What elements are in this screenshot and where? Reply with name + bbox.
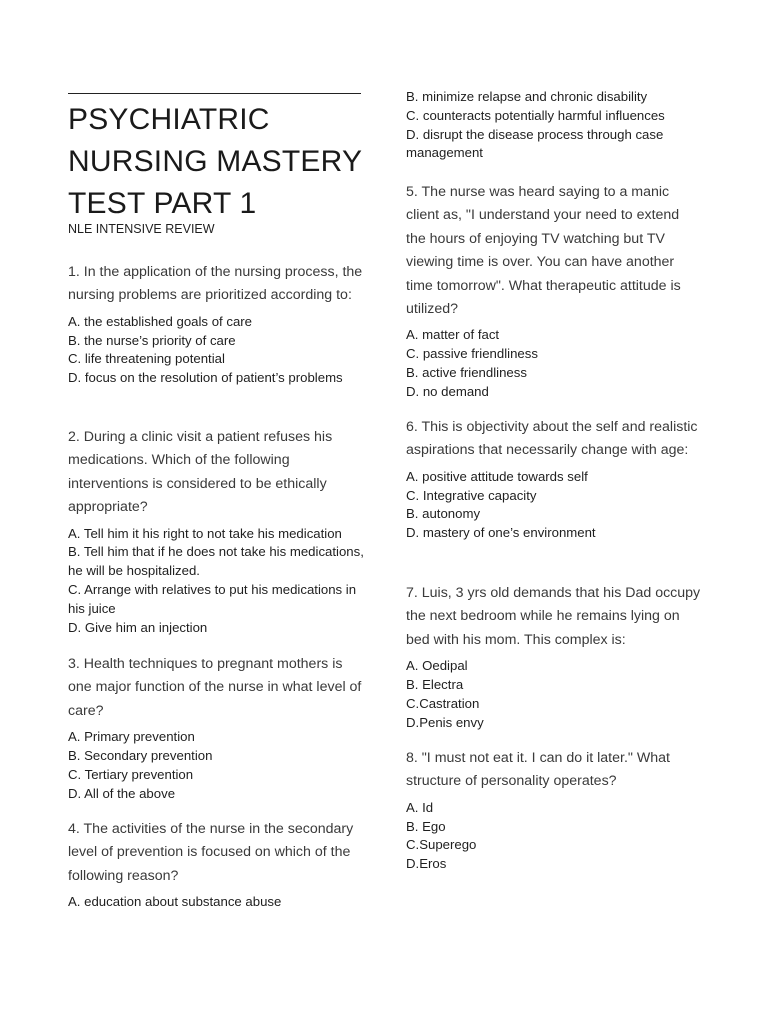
answer-option: A. positive attitude towards self	[406, 468, 588, 484]
question-4	[68, 818, 364, 912]
answer-option: D. disrupt the disease process through case management	[406, 126, 664, 161]
question-stem: 5. The nurse was heard saying to a manic client as, "I understand your need to extend the hours of enjoying TV watching but TV viewing time is over. You can have another time tomorrow". What therapeutic attitude is utilized?	[406, 184, 681, 318]
question-stem: 7. Luis, 3 yrs old demands that his Dad occupy the next bedroom while he remains lying on bed with his mom. This complex is:	[406, 585, 701, 648]
answer-options	[68, 893, 364, 912]
answer-option: B. autonomy	[406, 506, 481, 522]
answer-option: D.Eros	[406, 856, 447, 872]
answer-options	[68, 728, 364, 803]
answer-option: C. Integrative capacity	[406, 487, 537, 503]
answer-option: B. Tell him that if he does not take his medications, he will be hospitalized.	[68, 544, 364, 579]
answer-option: A. the established goals of care	[68, 313, 253, 329]
answer-option: C. Tertiary prevention	[68, 766, 194, 782]
question-1	[68, 261, 364, 388]
question-2	[68, 426, 364, 637]
answer-option: A. matter of fact	[406, 327, 500, 343]
answer-option: A. Tell him it his right to not take his medication	[68, 525, 342, 541]
answer-option: C. counteracts potentially harmful influences	[406, 107, 665, 123]
answer-options	[406, 88, 702, 163]
question-stem: 3. Health techniques to pregnant mothers is one major function of the nurse in what level of care?	[68, 656, 362, 719]
title-line-2: NURSING MASTERY	[68, 145, 363, 178]
question-stem: 1. In the application of the nursing process, the nursing problems are prioritized according to:	[68, 264, 363, 304]
answer-options	[406, 326, 702, 401]
answer-option: A. Primary prevention	[68, 729, 195, 745]
answer-option: B. minimize relapse and chronic disability	[406, 89, 648, 104]
question-stem: 4. The activities of the nurse in the secondary level of prevention is focused on which of the following reason?	[68, 821, 354, 884]
question-stem: 6. This is objectivity about the self and realistic aspirations that necessarily change with age:	[406, 419, 698, 459]
answer-option: B. the nurse’s priority of care	[68, 332, 236, 348]
answer-option: A. Oedipal	[406, 658, 468, 674]
answer-option: B. Secondary prevention	[68, 748, 213, 764]
answer-options	[68, 313, 364, 388]
answer-option: D. Give him an injection	[68, 619, 208, 635]
question-4-continued	[406, 88, 702, 163]
answer-option: C. passive friendliness	[406, 346, 538, 362]
title-line-3: TEST PART 1	[68, 187, 257, 220]
document-subtitle: NLE INTENSIVE REVIEW	[68, 222, 215, 236]
title-divider	[68, 93, 361, 94]
answer-options	[68, 525, 364, 638]
question-5	[406, 181, 702, 402]
answer-option: C. life threatening potential	[68, 351, 225, 367]
answer-option: D. focus on the resolution of patient’s problems	[68, 370, 343, 386]
answer-option: A. education about substance abuse	[68, 894, 282, 910]
question-8	[406, 747, 702, 874]
answer-option: D. All of the above	[68, 785, 176, 801]
answer-options	[406, 657, 702, 732]
answer-option: B. Electra	[406, 677, 464, 693]
answer-options	[406, 468, 702, 543]
title-line-1: PSYCHIATRIC	[68, 103, 270, 136]
question-7	[406, 582, 702, 732]
question-stem: 2. During a clinic visit a patient refuses his medications. Which of the following interventions is considered to be ethically appropriate?	[68, 429, 333, 516]
document-title	[68, 99, 378, 225]
answer-option: C.Superego	[406, 837, 477, 853]
question-stem: 8. "I must not eat it. I can do it later." What structure of personality operates?	[406, 750, 670, 790]
answer-option: C. Arrange with relatives to put his medications in his juice	[68, 582, 357, 616]
answer-option: A. Id	[406, 799, 434, 815]
answer-option: D.Penis envy	[406, 714, 484, 730]
question-6	[406, 416, 702, 543]
answer-options	[406, 799, 702, 874]
question-3	[68, 653, 364, 803]
answer-option: B. active friendliness	[406, 365, 527, 381]
answer-option: D. mastery of one’s environment	[406, 525, 596, 541]
answer-option: C.Castration	[406, 695, 480, 711]
answer-option: D. no demand	[406, 383, 489, 399]
answer-option: B. Ego	[406, 818, 446, 834]
